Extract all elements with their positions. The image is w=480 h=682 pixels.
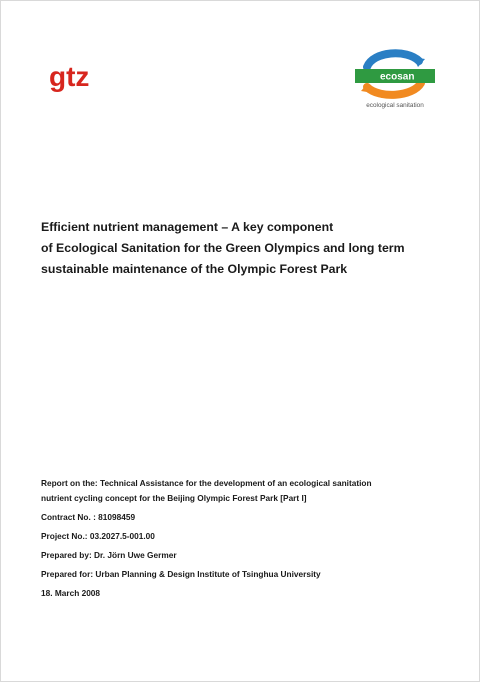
title-line-2: of Ecological Sanitation for the Green Olympics and long term — [41, 241, 405, 255]
report-subject-line-2: nutrient cycling concept for the Beijing Olympic Forest Park [Part I] — [41, 493, 307, 503]
report-date: 18. March 2008 — [41, 588, 101, 598]
project-number: Project No.: 03.2027.5-001.00 — [41, 531, 155, 541]
gtz-logo-text: gtz — [49, 61, 90, 92]
ecosan-tagline: ecological sanitation — [366, 102, 424, 109]
prepared-by: Prepared by: Dr. Jörn Uwe Germer — [41, 550, 177, 560]
title-line-1: Efficient nutrient management – A key component — [41, 220, 334, 234]
report-subject-line-1: Report on the: Technical Assistance for the development of an ecological sanitation — [41, 478, 372, 488]
ecosan-logo-text: ecosan — [380, 71, 415, 83]
report-details — [41, 476, 461, 601]
ecosan-logo — [349, 47, 441, 111]
contract-number: Contract No. : 81098459 — [41, 512, 136, 522]
title-line-3: sustainable maintenance of the Olympic Forest Park — [41, 262, 348, 276]
document-title — [41, 217, 461, 280]
prepared-for: Prepared for: Urban Planning & Design Institute of Tsinghua University — [41, 569, 321, 579]
gtz-logo — [47, 57, 107, 97]
